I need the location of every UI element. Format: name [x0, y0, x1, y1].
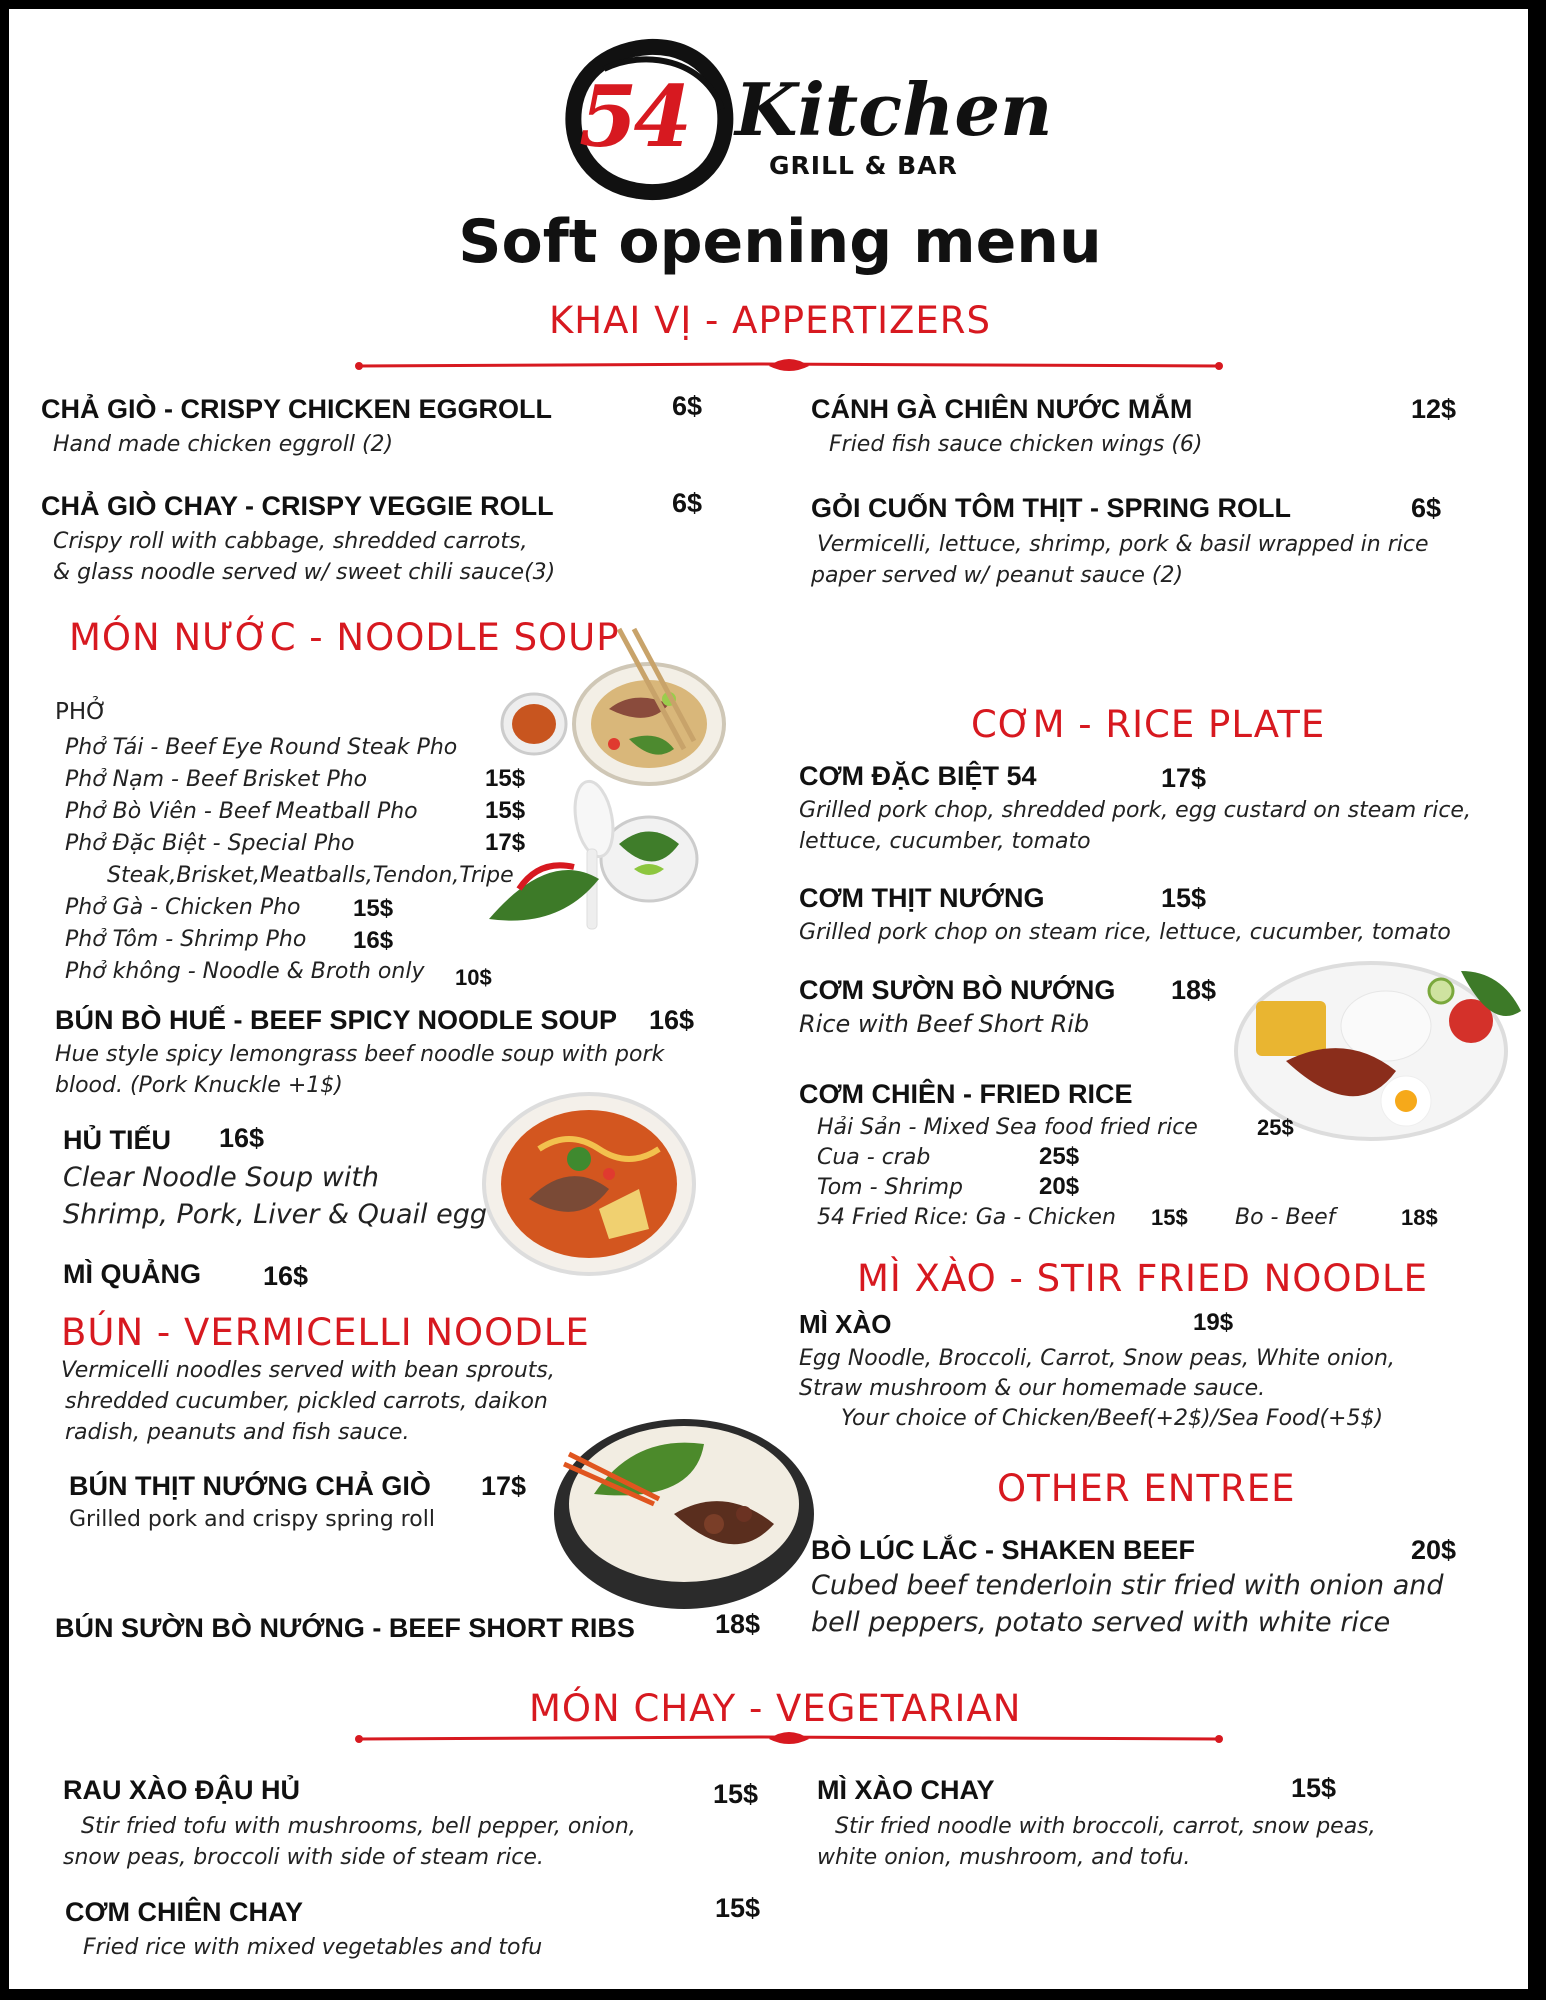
- menu-item-desc: Grilled pork chop on steam rice, lettuce, cucumber, tomato: [799, 920, 1451, 945]
- section-heading-other-entree: OTHER ENTREE: [997, 1467, 1296, 1510]
- section-desc-line: Vermicelli noodles served with bean sprouts,: [61, 1358, 555, 1383]
- pho-item: Phở Tôm - Shrimp Pho: [65, 927, 307, 952]
- menu-item-price: 16$: [219, 1123, 265, 1153]
- fried-rice-item: Bo - Beef: [1235, 1205, 1336, 1230]
- section-desc-line: shredded cucumber, pickled carrots, daikon: [65, 1389, 548, 1414]
- section-heading-appetizers: KHAI VỊ - APPERTIZERS: [549, 299, 991, 342]
- pho-price: 15$: [485, 797, 526, 824]
- menu-item-name: CƠM SƯỜN BÒ NƯỚNG: [799, 975, 1116, 1005]
- logo-subtitle: GRILL & BAR: [769, 151, 958, 180]
- menu-item-name: MÌ XÀO: [799, 1309, 892, 1339]
- menu-item-name: BÚN SƯỜN BÒ NƯỚNG - BEEF SHORT RIBS: [55, 1613, 635, 1643]
- menu-item-name: BÚN BÒ HUẾ - BEEF SPICY NOODLE SOUP: [55, 1005, 618, 1035]
- pho-item: Phở Gà - Chicken Pho: [65, 895, 301, 920]
- pho-item: Phở không - Noodle & Broth only: [65, 959, 425, 984]
- fried-rice-price: 25$: [1257, 1115, 1294, 1140]
- menu-item-desc-line: paper served w/ peanut sauce (2): [811, 563, 1184, 588]
- menu-item-price: 15$: [1161, 883, 1207, 913]
- menu-item-name: BÚN THỊT NƯỚNG CHẢ GIÒ: [69, 1471, 431, 1501]
- menu-item-name: MÌ XÀO CHAY: [817, 1775, 995, 1805]
- pho-price: 17$: [485, 829, 526, 856]
- menu-item-desc: Grilled pork and crispy spring roll: [69, 1507, 435, 1532]
- menu-item-desc-line: Egg Noodle, Broccoli, Carrot, Snow peas, White onion,: [799, 1346, 1395, 1371]
- menu-item-desc-line: Stir fried tofu with mushrooms, bell pepper, onion,: [81, 1814, 636, 1839]
- menu-item-price: 15$: [1291, 1773, 1337, 1803]
- menu-item-desc: Hand made chicken eggroll (2): [53, 432, 394, 457]
- menu-item-name: BÒ LÚC LẮC - SHAKEN BEEF: [811, 1535, 1195, 1565]
- menu-page: [9, 9, 1528, 1989]
- fried-rice-item: 54 Fried Rice: Ga - Chicken: [817, 1205, 1116, 1230]
- menu-item-price: 16$: [263, 1261, 309, 1291]
- logo-number: 54: [579, 67, 688, 166]
- menu-item-price: 17$: [1161, 763, 1207, 793]
- fried-rice-item: Cua - crab: [817, 1145, 931, 1170]
- pho-item-note: Steak,Brisket,Meatballs,Tendon,Tripe: [107, 863, 514, 888]
- menu-item-name: CHẢ GIÒ CHAY - CRISPY VEGGIE ROLL: [41, 491, 554, 521]
- menu-item-name: RAU XÀO ĐẬU HỦ: [63, 1775, 301, 1805]
- section-heading-stir-fried: MÌ XÀO - STIR FRIED NOODLE: [857, 1257, 1429, 1300]
- section-heading-vegetarian: MÓN CHAY - VEGETARIAN: [529, 1687, 1022, 1730]
- menu-item-price: 18$: [1171, 975, 1217, 1005]
- menu-item-desc-line: Crispy roll with cabbage, shredded carrots,: [53, 529, 528, 554]
- menu-item-desc-line: blood. (Pork Knuckle +1$): [55, 1073, 343, 1098]
- menu-item-desc: Fried rice with mixed vegetables and tofu: [83, 1935, 543, 1960]
- pho-price: 16$: [353, 927, 394, 954]
- menu-item-price: 15$: [713, 1779, 759, 1809]
- menu-item-price: 16$: [649, 1005, 695, 1035]
- section-heading-vermicelli: BÚN - VERMICELLI NOODLE: [61, 1311, 590, 1354]
- menu-item-price: 17$: [481, 1471, 527, 1501]
- section-desc-line: radish, peanuts and fish sauce.: [65, 1420, 410, 1445]
- menu-item-name: CHẢ GIÒ - CRISPY CHICKEN EGGROLL: [41, 394, 553, 424]
- menu-item-price: 20$: [1411, 1535, 1457, 1565]
- menu-item-price: 6$: [672, 391, 703, 421]
- menu-item-desc-line: Grilled pork chop, shredded pork, egg custard on steam rice,: [799, 798, 1471, 823]
- logo-name: Kitchen: [735, 67, 1053, 152]
- menu-item-desc-line: white onion, mushroom, and tofu.: [817, 1845, 1191, 1870]
- menu-item-desc-line: Hue style spicy lemongrass beef noodle soup with pork: [55, 1042, 665, 1067]
- menu-item-price: 6$: [672, 488, 703, 518]
- fried-rice-item: Hải Sản - Mixed Sea food fried rice: [817, 1115, 1198, 1140]
- section-heading-rice-plate: CƠM - RICE PLATE: [971, 703, 1326, 746]
- menu-item-desc-line: Stir fried noodle with broccoli, carrot, snow peas,: [835, 1814, 1376, 1839]
- menu-item-price: 19$: [1193, 1309, 1234, 1336]
- menu-item-name: CƠM ĐẶC BIỆT 54: [799, 761, 1037, 791]
- menu-item-name: CƠM THỊT NƯỚNG: [799, 883, 1045, 913]
- menu-item-price: 15$: [715, 1893, 761, 1923]
- pho-item: Phở Bò Viên - Beef Meatball Pho: [65, 799, 418, 824]
- menu-item-desc-line: snow peas, broccoli with side of steam rice.: [63, 1845, 544, 1870]
- divider-ornament-icon: [359, 1727, 1219, 1751]
- fried-rice-price: 15$: [1151, 1205, 1188, 1230]
- section-heading-noodle-soup: MÓN NƯỚC - NOODLE SOUP: [69, 616, 620, 659]
- menu-item-name: CƠM CHIÊN - FRIED RICE: [799, 1079, 1133, 1109]
- menu-item-desc-line: bell peppers, potato served with white rice: [811, 1607, 1391, 1638]
- menu-item-price: 18$: [715, 1609, 761, 1639]
- menu-item-name: HỦ TIẾU: [63, 1125, 171, 1155]
- pho-price: 10$: [455, 965, 492, 990]
- fried-rice-price: 25$: [1039, 1143, 1080, 1170]
- pho-price: 15$: [485, 765, 526, 792]
- menu-item-price: 12$: [1411, 394, 1457, 424]
- menu-item-desc: Rice with Beef Short Rib: [799, 1010, 1090, 1038]
- menu-item-name: GỎI CUỐN TÔM THỊT - SPRING ROLL: [811, 493, 1291, 523]
- pho-price: 15$: [353, 895, 394, 922]
- fried-rice-item: Tom - Shrimp: [817, 1175, 963, 1200]
- pho-label: PHỞ: [55, 699, 108, 725]
- menu-item-desc-line: Your choice of Chicken/Beef(+2$)/Sea Food(+5$): [841, 1406, 1384, 1431]
- menu-item-desc-line: Clear Noodle Soup with: [63, 1162, 380, 1193]
- divider-ornament-icon: [359, 354, 1219, 378]
- bun-bo-hue-photo: [479, 1089, 699, 1279]
- menu-item-desc: Fried fish sauce chicken wings (6): [829, 432, 1203, 457]
- menu-item-price: 6$: [1411, 493, 1442, 523]
- menu-item-desc-line: lettuce, cucumber, tomato: [799, 829, 1091, 854]
- fried-rice-price: 20$: [1039, 1173, 1080, 1200]
- menu-item-desc-line: Straw mushroom & our homemade sauce.: [799, 1376, 1266, 1401]
- menu-item-name: CÁNH GÀ CHIÊN NƯỚC MẮM: [811, 394, 1193, 424]
- menu-item-name: MÌ QUẢNG: [63, 1259, 201, 1289]
- menu-item-desc-line: Shrimp, Pork, Liver & Quail egg: [63, 1199, 487, 1230]
- page-title: Soft opening menu: [458, 207, 1102, 277]
- com-plate-photo: [1231, 951, 1528, 1141]
- menu-item-desc-line: Cubed beef tenderloin stir fried with onion and: [811, 1570, 1444, 1601]
- pho-item: Phở Đặc Biệt - Special Pho: [65, 831, 355, 856]
- menu-item-desc-line: Vermicelli, lettuce, shrimp, pork & basil wrapped in rice: [817, 532, 1429, 557]
- pho-item: Phở Nạm - Beef Brisket Pho: [65, 767, 368, 792]
- fried-rice-price: 18$: [1401, 1205, 1438, 1230]
- vermicelli-bowl-photo: [534, 1404, 824, 1614]
- menu-item-desc-line: & glass noodle served w/ sweet chili sauce(3): [53, 560, 556, 585]
- menu-item-name: CƠM CHIÊN CHAY: [65, 1897, 304, 1927]
- pho-item: Phở Tái - Beef Eye Round Steak Pho: [65, 735, 458, 760]
